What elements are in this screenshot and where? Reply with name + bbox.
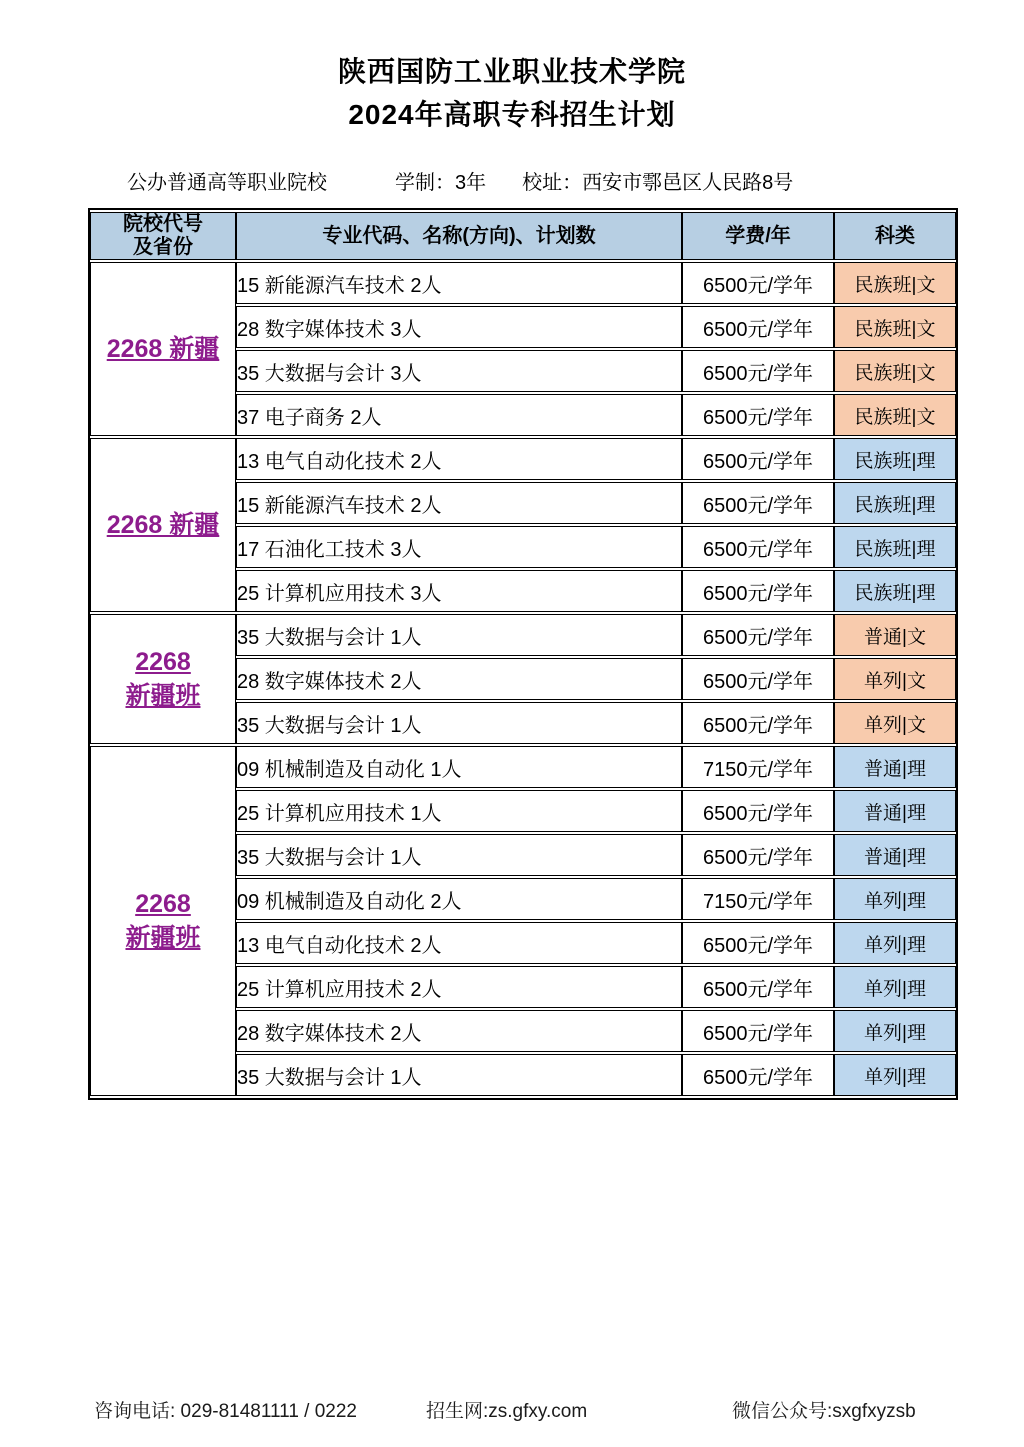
- category-cell: 民族班|理: [834, 526, 956, 568]
- fee-cell: 6500元/学年: [682, 1010, 834, 1052]
- program-cell: 25 计算机应用技术 2人: [236, 966, 682, 1008]
- program-cell: 25 计算机应用技术 1人: [236, 790, 682, 832]
- school-address: 校址：西安市鄠邑区人民路8号: [522, 172, 794, 194]
- fee-cell: 6500元/学年: [682, 570, 834, 612]
- college-group-cell: [90, 614, 236, 744]
- fee-cell: 6500元/学年: [682, 262, 834, 304]
- footer-wechat: 微信公众号:sxgfxyzsb: [732, 1401, 916, 1422]
- college-code-label: 2268: [135, 890, 191, 918]
- header-row: [90, 212, 956, 260]
- program-cell: 35 大数据与会计 1人: [236, 614, 682, 656]
- table-row: [90, 746, 956, 788]
- col-header-category: 科类: [834, 212, 956, 260]
- program-cell: 17 石油化工技术 3人: [236, 526, 682, 568]
- college-code-label: 2268 新疆: [106, 335, 220, 363]
- fee-cell: 6500元/学年: [682, 922, 834, 964]
- fee-cell: 6500元/学年: [682, 482, 834, 524]
- table-row: [90, 438, 956, 480]
- program-cell: 35 大数据与会计 1人: [236, 702, 682, 744]
- college-code-label: 2268: [135, 648, 191, 676]
- col-header-college-line2: 及省份: [133, 236, 193, 258]
- table-row: [90, 614, 956, 656]
- table-row: [90, 262, 956, 304]
- category-cell: 单列|理: [834, 1054, 956, 1096]
- college-group-cell: [90, 746, 236, 1096]
- category-cell: 民族班|文: [834, 262, 956, 304]
- fee-cell: 6500元/学年: [682, 306, 834, 348]
- program-cell: 35 大数据与会计 3人: [236, 350, 682, 392]
- college-group-cell: [90, 262, 236, 436]
- fee-cell: 7150元/学年: [682, 746, 834, 788]
- category-cell: 单列|理: [834, 1010, 956, 1052]
- col-header-program: 专业代码、名称(方向)、计划数: [236, 212, 682, 260]
- enrollment-plan-table: [88, 208, 958, 1100]
- program-cell: 37 电子商务 2人: [236, 394, 682, 436]
- program-cell: 28 数字媒体技术 2人: [236, 1010, 682, 1052]
- program-cell: 09 机械制造及自动化 1人: [236, 746, 682, 788]
- program-cell: 25 计算机应用技术 3人: [236, 570, 682, 612]
- fee-cell: 6500元/学年: [682, 658, 834, 700]
- category-cell: 民族班|文: [834, 394, 956, 436]
- fee-cell: 6500元/学年: [682, 834, 834, 876]
- category-cell: 民族班|理: [834, 482, 956, 524]
- college-code-label-2: 新疆班: [125, 924, 201, 952]
- category-cell: 单列|文: [834, 702, 956, 744]
- category-cell: 普通|理: [834, 834, 956, 876]
- category-cell: 普通|理: [834, 746, 956, 788]
- program-cell: 28 数字媒体技术 2人: [236, 658, 682, 700]
- page-title: 陕西国防工业职业技术学院: [337, 56, 686, 87]
- category-cell: 单列|理: [834, 922, 956, 964]
- program-cell: 35 大数据与会计 1人: [236, 834, 682, 876]
- fee-cell: 6500元/学年: [682, 350, 834, 392]
- program-cell: 28 数字媒体技术 3人: [236, 306, 682, 348]
- fee-cell: 6500元/学年: [682, 438, 834, 480]
- category-cell: 民族班|文: [834, 306, 956, 348]
- fee-cell: 6500元/学年: [682, 394, 834, 436]
- fee-cell: 6500元/学年: [682, 1054, 834, 1096]
- category-cell: 普通|理: [834, 790, 956, 832]
- category-cell: 单列|文: [834, 658, 956, 700]
- program-cell: 09 机械制造及自动化 2人: [236, 878, 682, 920]
- page-subtitle: 2024年高职专科招生计划: [348, 99, 676, 130]
- school-type: 公办普通高等职业院校: [127, 172, 327, 194]
- category-cell: 单列|理: [834, 878, 956, 920]
- col-header-fee: 学费/年: [682, 212, 834, 260]
- category-cell: 民族班|文: [834, 350, 956, 392]
- category-cell: 民族班|理: [834, 438, 956, 480]
- page-footer: [0, 1396, 1024, 1426]
- study-duration: 学制：3年: [395, 172, 487, 194]
- fee-cell: 7150元/学年: [682, 878, 834, 920]
- program-cell: 15 新能源汽车技术 2人: [236, 262, 682, 304]
- fee-cell: 6500元/学年: [682, 790, 834, 832]
- college-code-label: 2268 新疆: [106, 511, 220, 539]
- document-header: [0, 0, 1024, 136]
- program-cell: 15 新能源汽车技术 2人: [236, 482, 682, 524]
- col-header-college-line1: 院校代号: [123, 213, 203, 235]
- college-group-cell: [90, 438, 236, 612]
- col-header-college-code: [90, 212, 236, 260]
- category-cell: 单列|理: [834, 966, 956, 1008]
- category-cell: 民族班|理: [834, 570, 956, 612]
- school-info-line: [127, 166, 1024, 195]
- program-cell: 13 电气自动化技术 2人: [236, 438, 682, 480]
- college-code-label-2: 新疆班: [125, 682, 201, 710]
- program-cell: 13 电气自动化技术 2人: [236, 922, 682, 964]
- category-cell: 普通|文: [834, 614, 956, 656]
- footer-phone: 咨询电话: 029-81481111 / 0222: [94, 1401, 357, 1422]
- program-cell: 35 大数据与会计 1人: [236, 1054, 682, 1096]
- fee-cell: 6500元/学年: [682, 966, 834, 1008]
- fee-cell: 6500元/学年: [682, 526, 834, 568]
- fee-cell: 6500元/学年: [682, 702, 834, 744]
- footer-website: 招生网:zs.gfxy.com: [426, 1401, 588, 1422]
- fee-cell: 6500元/学年: [682, 614, 834, 656]
